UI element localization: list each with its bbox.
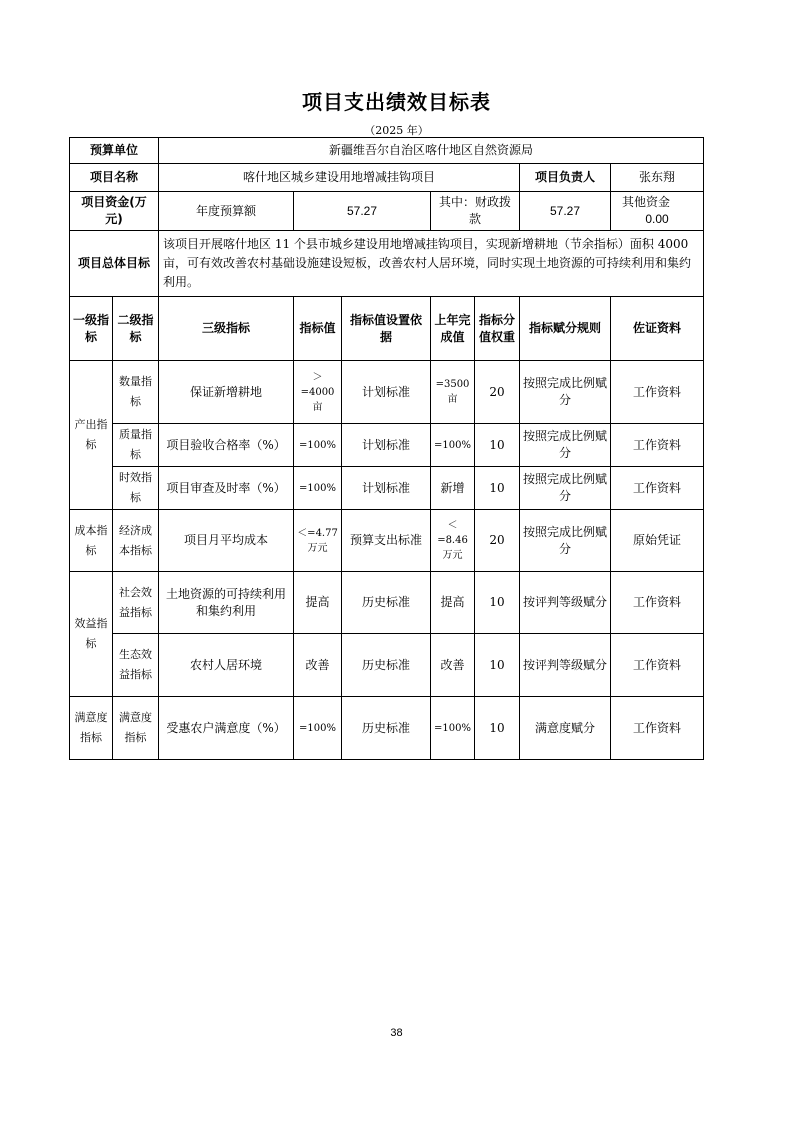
group-output: 产出指标 (70, 361, 113, 510)
level3-cell: 土地资源的可持续利用和集约利用 (159, 572, 294, 634)
level2-cell: 满意度指标 (113, 697, 159, 760)
last-year-cell: =100% (431, 697, 475, 760)
header-evidence: 佐证资料 (611, 297, 704, 361)
page-number: 38 (390, 1027, 403, 1039)
basis-cell: 历史标准 (342, 697, 431, 760)
annual-budget-value: 57.27 (294, 192, 431, 231)
rule-cell: 按评判等级赋分 (520, 572, 611, 634)
evidence-cell: 工作资料 (611, 572, 704, 634)
project-name-label: 项目名称 (70, 164, 159, 192)
level3-cell: 受惠农户满意度（%） (159, 697, 294, 760)
value-cell: ＞=4000亩 (294, 361, 342, 424)
rule-cell: 满意度赋分 (520, 697, 611, 760)
weight-cell: 10 (475, 697, 520, 760)
budget-unit-label: 预算单位 (70, 138, 159, 164)
rule-cell: 按评判等级赋分 (520, 634, 611, 697)
last-year-cell: 新增 (431, 467, 475, 510)
weight-cell: 10 (475, 634, 520, 697)
rule-cell: 按照完成比例赋分 (520, 467, 611, 510)
value-cell: 改善 (294, 634, 342, 697)
level3-cell: 项目月平均成本 (159, 510, 294, 572)
level3-cell: 项目审查及时率（%） (159, 467, 294, 510)
level3-cell: 项目验收合格率（%） (159, 424, 294, 467)
fiscal-allocation-value: 57.27 (520, 192, 611, 231)
level2-cell: 生态效益指标 (113, 634, 159, 697)
level2-cell: 质量指标 (113, 424, 159, 467)
table-row (70, 634, 704, 697)
basis-cell: 历史标准 (342, 634, 431, 697)
value-cell: =100% (294, 697, 342, 760)
table-row (70, 572, 704, 634)
overall-goal-text: 该项目开展喀什地区 11 个县市城乡建设用地增减挂钩项目，实现新增耕地（节余指标）面积 4000 亩，可有效改善农村基础设施建设短板，改善农村人居环境，同时实现土地资源的可持续利用和集约利用。 (159, 231, 704, 297)
last-year-cell: ＜=8.46万元 (431, 510, 475, 572)
last-year-cell: =100% (431, 424, 475, 467)
annual-budget-label: 年度预算额 (159, 192, 294, 231)
basis-cell: 历史标准 (342, 572, 431, 634)
level2-cell: 社会效益指标 (113, 572, 159, 634)
level3-cell: 农村人居环境 (159, 634, 294, 697)
header-basis: 指标值设置依据 (342, 297, 431, 361)
overall-goal-label: 项目总体目标 (70, 231, 159, 297)
value-cell: ＜=4.77万元 (294, 510, 342, 572)
project-owner-value: 张东翔 (611, 164, 704, 192)
evidence-cell: 工作资料 (611, 697, 704, 760)
basis-cell: 计划标准 (342, 361, 431, 424)
project-name-value: 喀什地区城乡建设用地增减挂钩项目 (159, 164, 520, 192)
header-last-year: 上年完成值 (431, 297, 475, 361)
last-year-cell: 改善 (431, 634, 475, 697)
group-satisfaction: 满意度指标 (70, 697, 113, 760)
project-funds-label: 项目资金(万元) (70, 192, 159, 231)
evidence-cell: 工作资料 (611, 467, 704, 510)
evidence-cell: 工作资料 (611, 361, 704, 424)
weight-cell: 10 (475, 424, 520, 467)
evidence-cell: 工作资料 (611, 424, 704, 467)
evidence-cell: 工作资料 (611, 634, 704, 697)
performance-target-table (69, 137, 704, 760)
basis-cell: 计划标准 (342, 467, 431, 510)
level2-cell: 经济成本指标 (113, 510, 159, 572)
budget-unit-value: 新疆维吾尔自治区喀什地区自然资源局 (159, 138, 704, 164)
level2-cell: 时效指标 (113, 467, 159, 510)
header-level2: 二级指标 (113, 297, 159, 361)
header-rule: 指标赋分规则 (520, 297, 611, 361)
weight-cell: 10 (475, 467, 520, 510)
table-row (70, 361, 704, 424)
table-row (70, 510, 704, 572)
basis-cell: 计划标准 (342, 424, 431, 467)
page-title: 项目支出绩效目标表 (302, 90, 491, 114)
header-level3: 三级指标 (159, 297, 294, 361)
year-label: （2025 年） (364, 124, 429, 137)
rule-cell: 按照完成比例赋分 (520, 424, 611, 467)
other-funds-cell (611, 192, 704, 231)
header-level1: 一级指标 (70, 297, 113, 361)
other-funds-label: 其他资金 (622, 195, 671, 209)
value-cell: =100% (294, 424, 342, 467)
group-cost: 成本指标 (70, 510, 113, 572)
last-year-cell: =3500亩 (431, 361, 475, 424)
value-cell: =100% (294, 467, 342, 510)
header-value: 指标值 (294, 297, 342, 361)
table-row (70, 697, 704, 760)
weight-cell: 20 (475, 510, 520, 572)
header-weight: 指标分值权重 (475, 297, 520, 361)
level2-cell: 数量指标 (113, 361, 159, 424)
fiscal-allocation-label: 其中：财政拨款 (431, 192, 520, 231)
level3-cell: 保证新增耕地 (159, 361, 294, 424)
other-funds-value: 0.00 (645, 212, 669, 226)
group-benefit: 效益指标 (70, 572, 113, 697)
table-row (70, 467, 704, 510)
basis-cell: 预算支出标准 (342, 510, 431, 572)
rule-cell: 按照完成比例赋分 (520, 510, 611, 572)
last-year-cell: 提高 (431, 572, 475, 634)
project-owner-label: 项目负责人 (520, 164, 611, 192)
table-row (70, 424, 704, 467)
evidence-cell: 原始凭证 (611, 510, 704, 572)
rule-cell: 按照完成比例赋分 (520, 361, 611, 424)
weight-cell: 20 (475, 361, 520, 424)
value-cell: 提高 (294, 572, 342, 634)
weight-cell: 10 (475, 572, 520, 634)
